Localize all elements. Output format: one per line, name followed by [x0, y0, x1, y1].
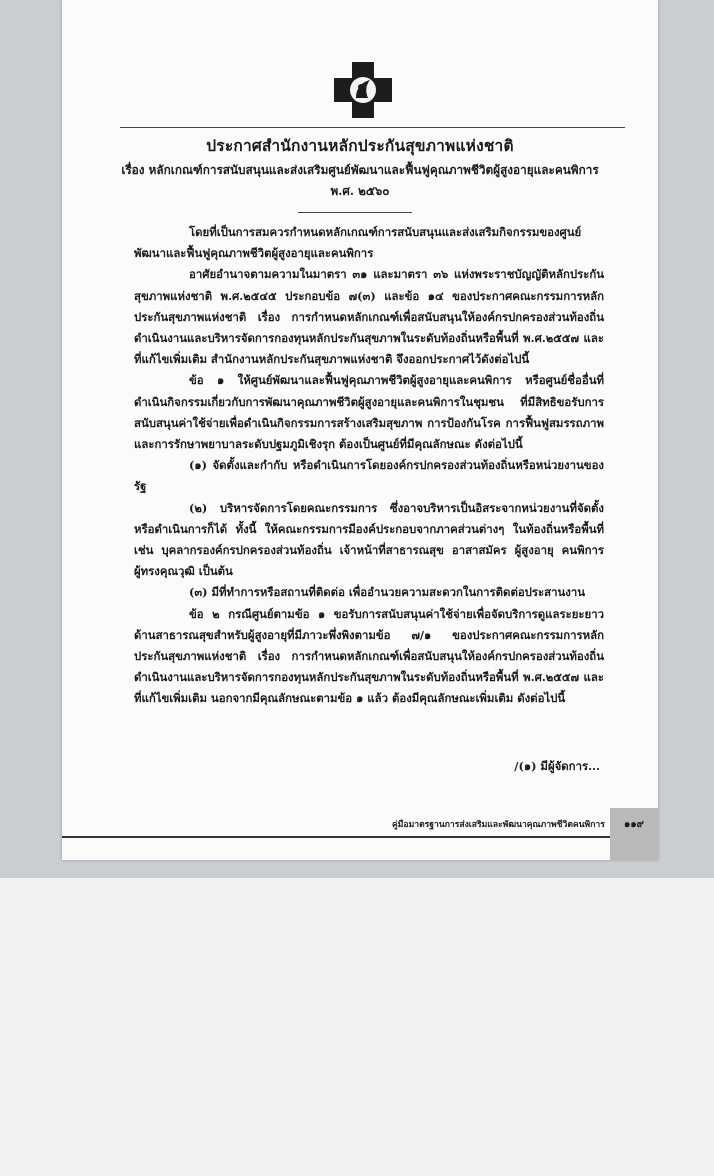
- paragraph-clause-1-item-3: (๓) มีที่ทำการหรือสถานที่ติดต่อ เพื่ออำนวยความสะดวกในการติดต่อประสานงาน: [189, 585, 586, 600]
- document-page: [62, 0, 658, 860]
- title-divider: [298, 212, 412, 213]
- header-rule: [120, 127, 625, 128]
- document-body: [134, 222, 604, 710]
- document-date: พ.ศ. ๒๕๖๐: [330, 184, 390, 198]
- paragraph-clause-1: ข้อ ๑ ให้ศูนย์พัฒนาและฟื้นฟูคุณภาพชีวิตผู้สูงอายุและคนพิการ หรือศูนย์ชื่ออื่นที่ดำเนินกิจกรรมเกี่ยวกับการพัฒนาคุณภาพชีวิตผู้สูงอายุและคนพิการในชุมชน ที่มีสิทธิขอรับการสนับสนุนค่าใช้จ่ายเพื่อดำเนินกิจกรรมการสร้างเสริมสุขภาพ การป้องกันโรค การฟื้นฟูสมรรถภาพ และการรักษาพยาบาลระดับปฐมภูมิเชิงรุก ต้องเป็นศูนย์ที่มีคุณลักษณะ ดังต่อไปนี้: [134, 373, 604, 452]
- nhso-cross-emblem-icon: [332, 60, 394, 120]
- document-title: ประกาศสำนักงานหลักประกันสุขภาพแห่งชาติ: [206, 136, 514, 155]
- paragraph-clause-1-item-1: (๑) จัดตั้งและกำกับ หรือดำเนินการโดยองค์กรปกครองส่วนท้องถิ่นหรือหน่วยงานของรัฐ: [134, 458, 604, 494]
- paragraph-clause-2: ข้อ ๒ กรณีศูนย์ตามข้อ ๑ ขอรับการสนับสนุนค่าใช้จ่ายเพื่อจัดบริการดูแลระยะยาวด้านสาธารณสุขสำหรับผู้สูงอายุที่มีภาวะพึ่งพิงตามข้อ ๗/๑ ของประกาศคณะกรรมการหลักประกันสุขภาพแห่งชาติ เรื่อง การกำหนดหลักเกณฑ์เพื่อสนับสนุนให้องค์กรปกครองส่วนท้องถิ่นดำเนินงานและบริหารจัดการกองทุนหลักประกันสุขภาพในระดับท้องถิ่นหรือพื้นที่ พ.ศ.๒๕๕๗ และที่แก้ไขเพิ่มเติม นอกจากมีคุณลักษณะตามข้อ ๑ แล้ว ต้องมีคุณลักษณะเพิ่มเติม ดังต่อไปนี้: [134, 606, 604, 706]
- footer-book-title: คู่มือมาตรฐานการส่งเสริมและพัฒนาคุณภาพชีวิตคนพิการ: [392, 820, 605, 830]
- page-number: ๑๑๙: [610, 808, 658, 860]
- paragraph-clause-1-item-2: (๒) บริหารจัดการโดยคณะกรรมการ ซึ่งอาจบริหารเป็นอิสระจากหน่วยงานที่จัดตั้งหรือดำเนินการก็ได้ ทั้งนี้ ให้คณะกรรมการมีองค์ประกอบจากภาคส่วนต่างๆ ในท้องถิ่นหรือพื้นที่ เช่น บุคลากรองค์กรปกครองส่วนท้องถิ่น เจ้าหน้าที่สาธารณสุข อาสาสมัคร ผู้สูงอายุ คนพิการ ผู้ทรงคุณวุฒิ เป็นต้น: [134, 500, 604, 579]
- paragraph-authority: อาศัยอำนาจตามความในมาตรา ๓๑ และมาตรา ๓๖ แห่งพระราชบัญญัติหลักประกันสุขภาพแห่งชาติ พ.ศ.๒๕๔๕ ประกอบข้อ ๗(๓) และข้อ ๑๔ ของประกาศคณะกรรมการหลักประกันสุขภาพแห่งชาติ เรื่อง การกำหนดหลักเกณฑ์เพื่อสนับสนุนให้องค์กรปกครองส่วนท้องถิ่นดำเนินงานและบริหารจัดการกองทุนหลักประกันสุขภาพในระดับท้องถิ่นหรือพื้นที่ พ.ศ.๒๕๕๗ และที่แก้ไขเพิ่มเติม สำนักงานหลักประกันสุขภาพแห่งชาติ จึงออกประกาศไว้ดังต่อไปนี้: [134, 267, 604, 367]
- continuation-marker: /(๑) มีผู้จัดการ...: [514, 759, 600, 773]
- footer-rule: [62, 836, 610, 838]
- subject-line: เรื่อง หลักเกณฑ์การสนับสนุนและส่งเสริมศูนย์พัฒนาและฟื้นฟูคุณภาพชีวิตผู้สูงอายุและคนพิการ: [121, 163, 599, 177]
- document-subject: [62, 160, 658, 202]
- paragraph-preamble: โดยที่เป็นการสมควรกำหนดหลักเกณฑ์การสนับสนุนและส่งเสริมกิจกรรมของศูนย์พัฒนาและฟื้นฟูคุณภาพชีวิตผู้สูงอายุและคนพิการ: [134, 225, 582, 261]
